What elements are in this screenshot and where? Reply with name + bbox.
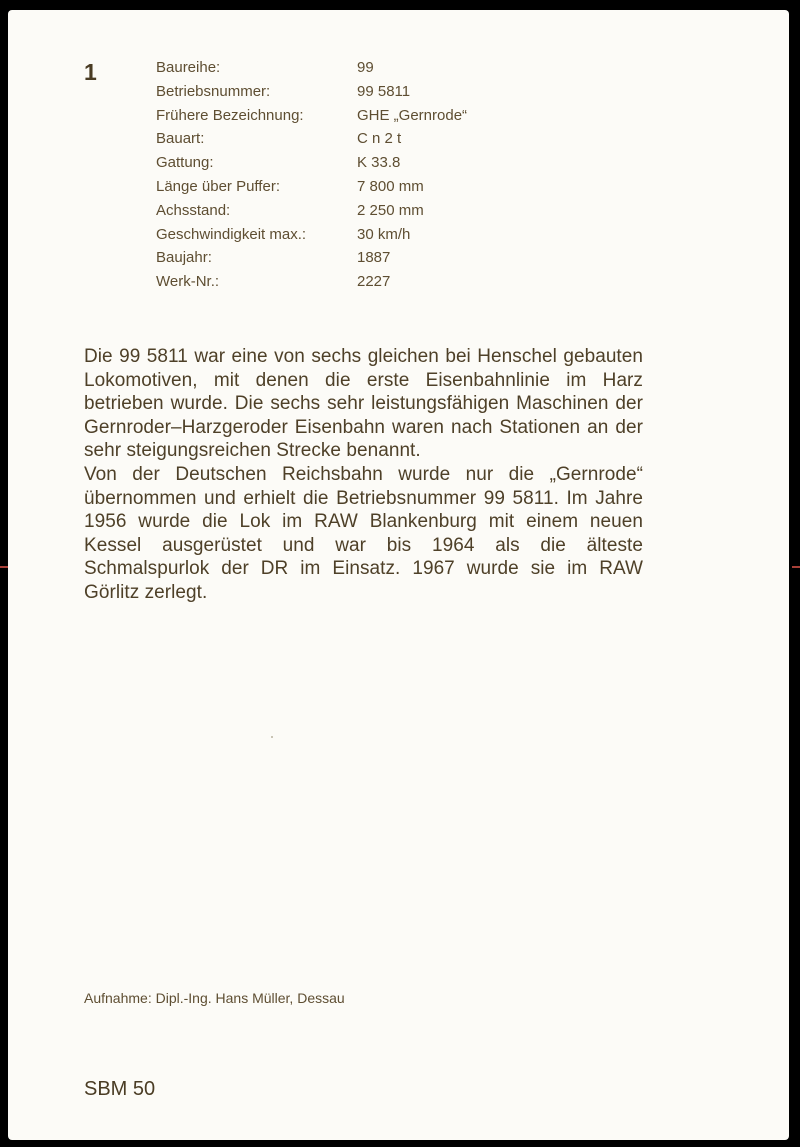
spec-label: Geschwindigkeit max.: bbox=[156, 225, 307, 243]
spec-label: Gattung: bbox=[156, 154, 214, 172]
spec-row bbox=[156, 127, 467, 151]
series-code: SBM 50 bbox=[84, 1078, 156, 1100]
spec-row bbox=[156, 104, 467, 128]
spec-row bbox=[156, 56, 467, 80]
left-edge-mark bbox=[0, 566, 8, 568]
photo-credit: Aufnahme: Dipl.-Ing. Hans Müller, Dessau bbox=[84, 990, 345, 1006]
spec-value: GHE „Gernrode“ bbox=[357, 106, 468, 124]
spec-value: 99 5811 bbox=[357, 82, 411, 100]
spec-label: Frühere Bezeichnung: bbox=[156, 106, 304, 124]
spec-value: 2227 bbox=[357, 273, 391, 291]
description-paragraph: Von der Deutschen Reichsbahn wurde nur die „Gernrode“ übernommen und erhielt die Betriebsnummer 99 5811. Im Jahre 1956 wurde die Lok im RAW Blankenburg mit einem neuen Kessel ausgerüstet und war bis 1964 als die älteste Schmalspurlok der DR im Einsatz. 1967 wurde sie im RAW Görlitz zerlegt. bbox=[84, 463, 643, 603]
spec-row bbox=[156, 151, 467, 175]
spec-row bbox=[156, 175, 467, 199]
spec-label: Länge über Puffer: bbox=[156, 177, 280, 195]
paper-speck bbox=[271, 736, 273, 738]
spec-value: 99 bbox=[357, 59, 374, 76]
spec-value: 30 km/h bbox=[357, 225, 411, 243]
spec-label: Baureihe: bbox=[156, 59, 221, 76]
spec-label: Achsstand: bbox=[156, 201, 231, 219]
spec-value: 2 250 mm bbox=[357, 201, 424, 219]
spec-value: 1887 bbox=[357, 249, 391, 267]
spec-label: Werk-Nr.: bbox=[156, 273, 220, 291]
description-paragraph: Die 99 5811 war eine von sechs gleichen bei Henschel gebauten Lokomotiven, mit denen die erste Eisenbahnlinie im Harz betrieben wurde. Die sechs sehr leistungsfähigen Maschinen der Gernroder–Harzgeroder Eisenbahn waren nach Stationen an der sehr steigungsreichen Strecke benannt. bbox=[84, 346, 643, 462]
spec-row bbox=[156, 80, 467, 104]
spec-value: K 33.8 bbox=[357, 154, 401, 172]
spec-label: Betriebsnummer: bbox=[156, 82, 271, 100]
spec-value: 7 800 mm bbox=[357, 177, 424, 195]
spec-row bbox=[156, 199, 467, 223]
description-text bbox=[84, 345, 643, 605]
spec-label: Bauart: bbox=[156, 130, 205, 148]
postcard-back bbox=[8, 10, 789, 1140]
spec-row bbox=[156, 270, 467, 294]
spec-value: C n 2 t bbox=[357, 130, 402, 148]
spec-table bbox=[156, 56, 467, 294]
spec-row bbox=[156, 246, 467, 270]
spec-row bbox=[156, 223, 467, 247]
right-edge-mark bbox=[792, 566, 800, 568]
spec-label: Baujahr: bbox=[156, 249, 212, 267]
card-number: 1 bbox=[84, 59, 97, 85]
